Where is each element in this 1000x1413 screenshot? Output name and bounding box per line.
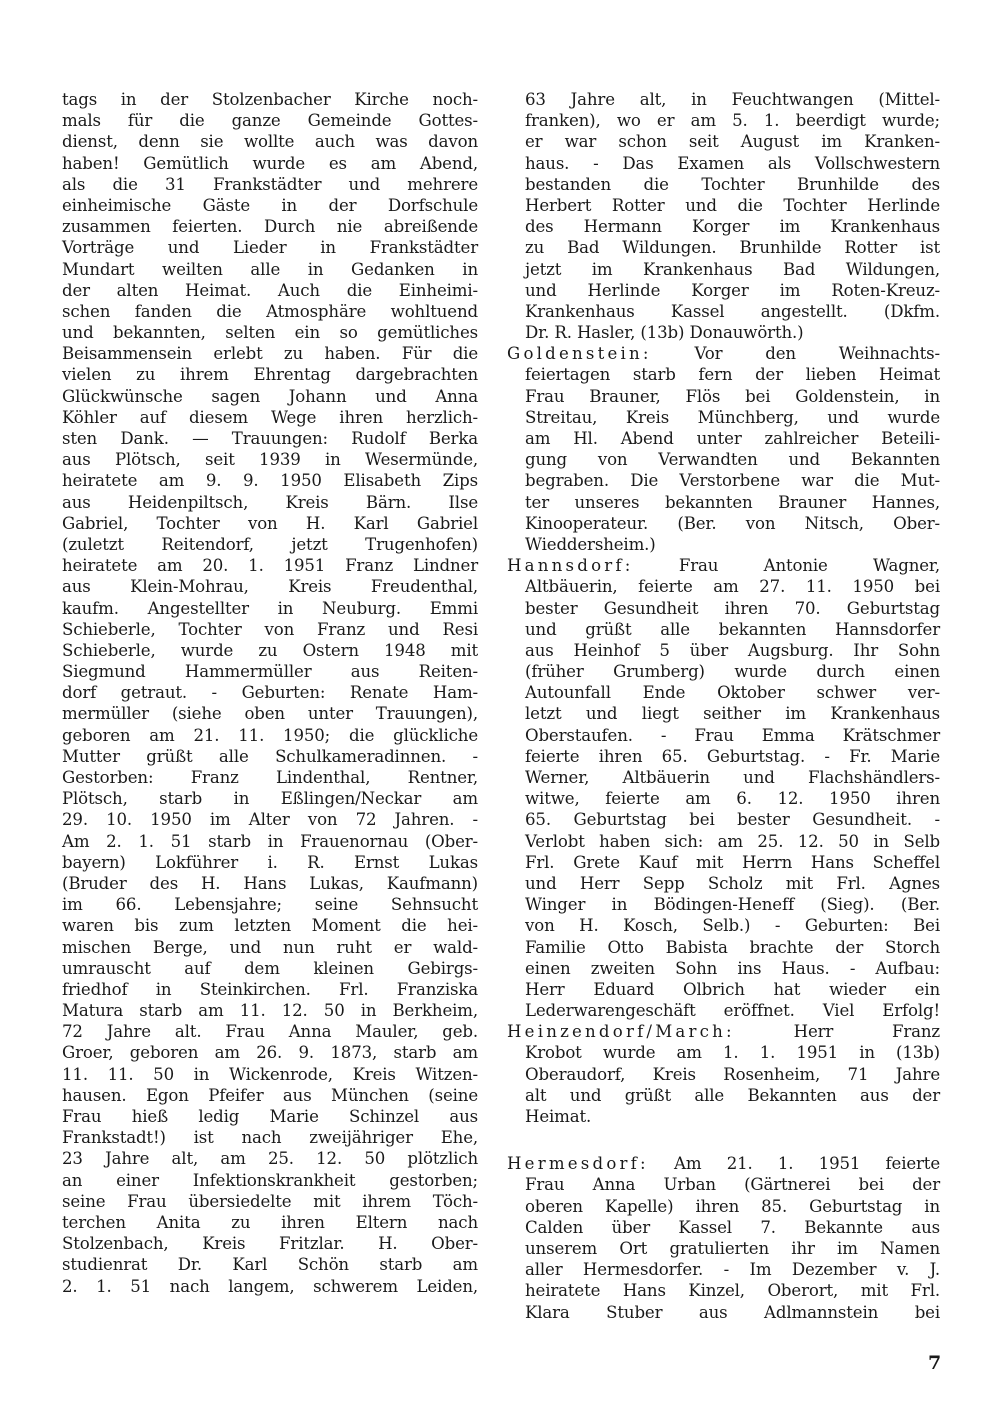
entry-heading-line — [507, 555, 940, 576]
text-line: einheimische Gäste in der Dorfschule — [62, 195, 478, 215]
line-text: oberen Kapelle) ihren 85. Geburtstag in — [525, 1196, 940, 1216]
text-line — [525, 1085, 940, 1106]
text-line — [525, 386, 940, 407]
text-line: sten Dank. — Trauungen: Rudolf Berka — [62, 429, 478, 448]
line-text: Frl. Grete Kauf mit Herrn Hans Scheffel — [525, 852, 940, 872]
text-line: 29. 10. 1950 im Alter von 72 Jahren. - — [62, 810, 478, 830]
text-line: an einer Infektionskrankheit gestorben; — [62, 1170, 478, 1190]
text-line — [525, 831, 940, 852]
text-line: bayern) Lokführer i. R. Ernst Lukas — [62, 852, 478, 872]
line-text: Herbert Rotter und die Tochter Herlinde — [525, 195, 940, 215]
text-line: Mutter grüßt alle Schulkameradinnen. - — [62, 746, 478, 766]
line-text: er war schon seit August im Kranken- — [525, 132, 940, 152]
left-column — [62, 89, 478, 1297]
text-line: aus Plötsch, seit 1939 in Wesermünde, — [62, 450, 478, 470]
text-line — [525, 280, 940, 301]
text-line: Köhler auf diesem Wege ihren herzlich- — [62, 407, 478, 427]
text-line — [525, 364, 940, 385]
text-line: friedhof in Steinkirchen. Frl. Franziska — [62, 979, 478, 999]
text-line — [525, 407, 940, 428]
text-line — [525, 470, 940, 491]
line-text: witwe, feierte am 6. 12. 1950 ihren — [525, 789, 940, 809]
line-text: heiratete Hans Kinzel, Oberort, mit Frl. — [525, 1281, 940, 1301]
text-line — [525, 195, 940, 216]
line-text: letzt und liegt seither im Krankenhaus — [525, 704, 940, 724]
line-text: gung von Verwandten und Bekannten — [525, 450, 940, 470]
text-line — [525, 725, 940, 746]
text-line: vielen zu ihrem Ehrentag dargebrachten — [62, 365, 478, 385]
line-text: jetzt im Krankenhaus Bad Wildungen, — [525, 259, 940, 279]
text-line — [525, 852, 940, 873]
text-line — [525, 259, 940, 280]
text-line — [525, 788, 940, 809]
line-text: Frau Brauner, Flös bei Goldenstein, in — [525, 386, 940, 406]
text-line — [525, 237, 940, 258]
text-line — [525, 1106, 940, 1127]
line-text: Autounfall Ende Oktober schwer ver- — [525, 683, 940, 703]
text-line: Gabriel, Tochter von H. Karl Gabriel — [62, 513, 478, 533]
text-line — [525, 1238, 940, 1259]
line-text: 63 Jahre alt, in Feuchtwangen (Mittel- — [525, 90, 940, 109]
text-line: Plötsch, starb in Eßlingen/Neckar am — [62, 789, 478, 809]
text-line: heiratete am 9. 9. 1950 Elisabeth Zips — [62, 471, 478, 491]
line-text: Oberaudorf, Kreis Rosenheim, 71 Jahre — [525, 1064, 940, 1084]
text-line — [525, 1000, 940, 1021]
line-text: Calden über Kassel 7. Bekannte aus — [525, 1217, 940, 1237]
line-text: Krankenhaus Kassel angestellt. (Dkfm. — [525, 301, 940, 321]
line-text: und Herr Sepp Scholz mit Frl. Agnes — [525, 873, 940, 893]
line-text: alt und grüßt alle Bekannten aus der — [525, 1085, 940, 1105]
text-line: der alten Heimat. Auch die Einheimi- — [62, 280, 478, 300]
text-line — [525, 1042, 940, 1063]
text-line: Groer, geboren am 26. 9. 1873, starb am — [62, 1043, 478, 1063]
text-line — [525, 915, 940, 936]
text-line — [525, 428, 940, 449]
text-line — [525, 809, 940, 830]
line-text: und grüßt alle bekannten Hannsdorfer — [525, 619, 940, 639]
place-name: Hannsdorf: — [507, 556, 634, 576]
text-line — [525, 598, 940, 619]
line-text: begraben. Die Verstorbene war die Mut- — [525, 471, 940, 491]
entry-heading-line — [507, 1153, 940, 1174]
text-line: schen fanden die Atmosphäre wohltuend — [62, 301, 478, 321]
text-line: 2. 1. 51 nach langem, schwerem Leiden, — [62, 1276, 478, 1296]
line-text: einen zweiten Sohn ins Haus. - Aufbau: — [525, 958, 940, 978]
text-line — [525, 873, 940, 894]
text-line — [525, 322, 940, 343]
line-text: Oberstaufen. - Frau Emma Krätschmer — [525, 725, 940, 745]
text-line — [525, 746, 940, 767]
text-line: Schieberle, wurde zu Ostern 1948 mit — [62, 640, 478, 660]
line-text: am Hl. Abend unter zahlreicher Beteili- — [525, 429, 940, 448]
text-line: mischen Berge, und nun ruht er wald- — [62, 937, 478, 957]
text-line: Gestorben: Franz Lindenthal, Rentner, — [62, 768, 478, 787]
text-line: und bekannten, selten ein so gemütliches — [62, 323, 478, 343]
line-text: des Hermann Korger im Krankenhaus — [525, 217, 940, 237]
line-text: feiertagen starb fern der lieben Heimat — [525, 365, 940, 385]
text-line — [525, 1217, 940, 1238]
line-text: aus Heinhof 5 über Augsburg. Ihr Sohn — [525, 640, 940, 660]
text-line — [525, 216, 940, 237]
entry-heading-line — [507, 343, 940, 364]
text-line — [525, 174, 940, 195]
text-line — [525, 131, 940, 152]
text-line: Matura starb am 11. 12. 50 in Berkheim, — [62, 1001, 478, 1021]
line-text: Verlobt haben sich: am 25. 12. 50 in Selb — [525, 831, 940, 851]
text-line — [525, 153, 940, 174]
right-column — [507, 89, 941, 1323]
text-line: geboren am 21. 11. 1950; die glückliche — [62, 725, 478, 745]
text-line: (zuletzt Reitendorf, jetzt Trugenhofen) — [62, 534, 478, 554]
text-line: aus Klein-Mohrau, Kreis Freudenthal, — [62, 577, 478, 597]
text-line — [525, 1280, 940, 1301]
line-text: Familie Otto Babista brachte der Storch — [525, 937, 940, 957]
line-text: Frau Antonie Wagner, — [678, 556, 940, 576]
text-line: dienst, denn sie wollte auch was davon — [62, 132, 478, 152]
text-line: Beisammensein erlebt zu haben. Für die — [62, 344, 478, 364]
text-line: 11. 11. 50 in Wickenrode, Kreis Witzen- — [62, 1064, 478, 1084]
text-line — [525, 1302, 940, 1323]
line-text: bester Gesundheit ihren 70. Geburtstag — [525, 598, 940, 618]
text-line — [525, 301, 940, 322]
text-line: mermüller (siehe oben unter Trauungen), — [62, 704, 478, 724]
page-number: 7 — [928, 1352, 942, 1374]
line-text: Frau Anna Urban (Gärtnerei bei der — [525, 1175, 940, 1195]
line-text: (früher Grumberg) wurde durch einen — [525, 662, 940, 682]
text-line: hausen. Egon Pfeifer aus München (seine — [62, 1085, 478, 1105]
text-line: Frankstadt!) ist nach zweijähriger Ehe, — [62, 1128, 478, 1148]
text-line: Mundart weilten alle in Gedanken in — [62, 259, 478, 279]
text-line — [525, 619, 940, 640]
text-line: 72 Jahre alt. Frau Anna Mauler, geb. — [62, 1022, 478, 1042]
text-line: haben! Gemütlich wurde es am Abend, — [62, 153, 478, 173]
place-name: Hermesdorf: — [507, 1154, 649, 1174]
text-line: waren bis zum letzten Moment die hei- — [62, 916, 478, 936]
text-line: Schieberle, Tochter von Franz und Resi — [62, 619, 478, 639]
text-line: Frau hieß ledig Marie Schinzel aus — [62, 1107, 478, 1126]
text-line — [525, 682, 940, 703]
text-line: terchen Anita zu ihren Eltern nach — [62, 1212, 478, 1232]
line-text: Altbäuerin, feierte am 27. 11. 1950 bei — [525, 577, 940, 597]
text-line — [525, 576, 940, 597]
line-text: Herr Eduard Olbrich hat wieder ein — [525, 979, 940, 999]
text-line — [525, 640, 940, 661]
text-line — [525, 661, 940, 682]
line-text: ter unseres bekannten Brauner Hannes, — [525, 492, 940, 512]
text-line — [525, 1064, 940, 1085]
text-line: als die 31 Frankstädter und mehrere — [62, 174, 478, 194]
text-line — [525, 492, 940, 513]
text-line — [525, 979, 940, 1000]
text-line — [525, 449, 940, 470]
line-text: Kinooperateur. (Ber. von Nitsch, Ober- — [525, 513, 940, 533]
line-text: Krobot wurde am 1. 1. 1951 in (13b) — [525, 1043, 940, 1063]
text-line: tags in der Stolzenbacher Kirche noch- — [62, 90, 478, 109]
text-line — [525, 703, 940, 724]
text-line: 23 Jahre alt, am 25. 12. 50 plötzlich — [62, 1149, 478, 1169]
entry-heading-line — [507, 1021, 940, 1042]
line-text: bestanden die Tochter Brunhilde des — [525, 174, 940, 194]
line-text: 65. Geburtstag bei bester Gesundheit. - — [525, 810, 940, 830]
text-line: Siegmund Hammermüller aus Reiten- — [62, 662, 478, 682]
text-line — [525, 1174, 940, 1195]
text-line — [525, 958, 940, 979]
text-line — [525, 534, 940, 555]
text-line: Am 2. 1. 51 starb in Frauenornau (Ober- — [62, 831, 478, 851]
text-line — [525, 110, 940, 131]
line-text: Klara Stuber aus Adlmannstein bei — [525, 1302, 940, 1322]
text-line: mals für die ganze Gemeinde Gottes- — [62, 111, 478, 131]
line-text: zu Bad Wildungen. Brunhilde Rotter ist — [525, 238, 940, 258]
line-text: aller Hermesdorfer. - Im Dezember v. J. — [525, 1260, 940, 1280]
line-text: Dr. R. Hasler, (13b) Donauwörth.) — [525, 323, 804, 343]
text-line: zusammen feierten. Durch nie abreißende — [62, 217, 478, 237]
text-line: Stolzenbach, Kreis Fritzlar. H. Ober- — [62, 1234, 478, 1254]
text-line: Vorträge und Lieder in Frankstädter — [62, 238, 478, 258]
text-line — [525, 937, 940, 958]
text-line: dorf getraut. - Geburten: Renate Ham- — [62, 683, 478, 703]
text-line — [525, 1259, 940, 1280]
line-text: Herr Franz — [793, 1022, 941, 1042]
line-text: unserem Ort gratulierten ihr im Namen — [525, 1238, 940, 1258]
line-text: Streitau, Kreis Münchberg, und wurde — [525, 407, 940, 427]
line-text: und Herlinde Korger im Roten-Kreuz- — [525, 280, 940, 300]
text-line: kaufm. Angestellter in Neuburg. Emmi — [62, 598, 478, 618]
line-text: Vor den Weihnachts- — [694, 344, 940, 364]
line-text: Werner, Altbäuerin und Flachshändlers- — [525, 768, 940, 787]
line-text: Winger in Bödingen-Heneff (Sieg). (Ber. — [525, 895, 940, 915]
text-line — [525, 513, 940, 534]
line-text: von H. Kosch, Selb.) - Geburten: Bei — [525, 916, 940, 936]
place-name: Heinzendorf/March: — [507, 1022, 735, 1042]
text-line — [525, 767, 940, 788]
text-line: aus Heidenpiltsch, Kreis Bärn. Ilse — [62, 492, 478, 512]
line-text: Lederwarengeschäft eröffnet. Viel Erfolg! — [525, 1001, 940, 1021]
line-text: Am 21. 1. 1951 feierte — [674, 1154, 940, 1174]
text-line: umrauscht auf dem kleinen Gebirgs- — [62, 958, 478, 978]
line-text: Heimat. — [525, 1107, 592, 1126]
line-text: feierte ihren 65. Geburtstag. - Fr. Marie — [525, 746, 940, 766]
text-line: Glückwünsche sagen Johann und Anna — [62, 386, 478, 406]
text-line: im 66. Lebensjahre; seine Sehnsucht — [62, 895, 478, 915]
line-text: Wieddersheim.) — [525, 534, 656, 554]
place-name: Goldenstein: — [507, 344, 652, 364]
text-line — [525, 1196, 940, 1217]
text-line: seine Frau übersiedelte mit ihrem Töch- — [62, 1191, 478, 1211]
text-line: studienrat Dr. Karl Schön starb am — [62, 1255, 478, 1275]
text-line: heiratete am 20. 1. 1951 Franz Lindner — [62, 556, 478, 576]
text-line: (Bruder des H. Hans Lukas, Kaufmann) — [62, 873, 478, 893]
line-text: haus. - Das Examen als Vollschwestern — [525, 153, 940, 173]
text-line — [525, 894, 940, 915]
line-text: franken), wo er am 5. 1. beerdigt wurde; — [525, 111, 940, 131]
text-line — [525, 89, 940, 110]
